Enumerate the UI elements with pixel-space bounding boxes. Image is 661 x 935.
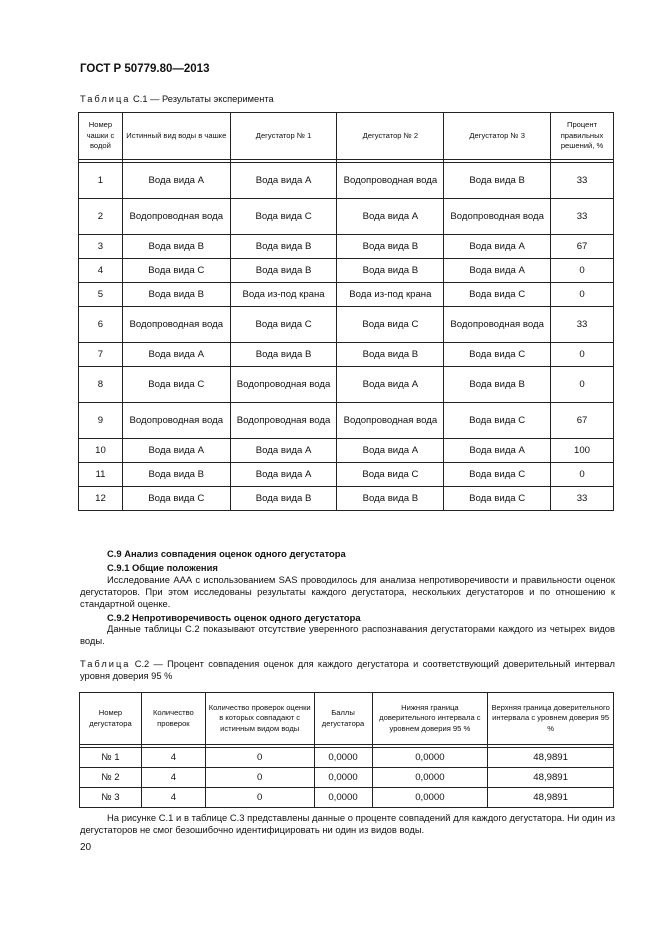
table-cell: 100 (551, 439, 614, 463)
column-header: Процент правильных решений, % (551, 113, 614, 160)
table-cell: 10 (79, 439, 123, 463)
table-cell: Вода из-под крана (337, 283, 444, 307)
table-cell: 67 (551, 403, 614, 439)
column-header: Номер дегустатора (80, 693, 142, 745)
table-cell: Вода вида С (444, 463, 551, 487)
table-cell: Вода вида С (230, 199, 337, 235)
table-cell: Вода вида А (337, 199, 444, 235)
table1-caption-text: С.1 — Результаты эксперимента (133, 94, 274, 104)
table-row (79, 403, 614, 439)
table-cell: 48,9891 (488, 788, 614, 808)
table-cell: 0,0000 (372, 768, 488, 788)
column-header: Номер чашки с водой (79, 113, 123, 160)
table-cell: Вода вида В (337, 343, 444, 367)
table-cell: Вода вида В (444, 163, 551, 199)
table-cell: 6 (79, 307, 123, 343)
table-cell: Водопроводная вода (122, 199, 230, 235)
table-row (80, 788, 614, 808)
table-row (79, 163, 614, 199)
table-cell: Вода вида В (230, 343, 337, 367)
table-cell: 33 (551, 487, 614, 511)
table-cell: № 3 (80, 788, 142, 808)
table-cell: Вода вида А (444, 259, 551, 283)
table-cell: Вода из-под крана (230, 283, 337, 307)
table2-caption-text: С.2 — Процент совпадения оценок для каждого дегустатора и соответствующий доверительный интервал уровня доверия 95 % (80, 659, 615, 681)
table-cell: Вода вида С (122, 259, 230, 283)
table-cell: Вода вида С (337, 307, 444, 343)
table-cell: Вода вида С (337, 463, 444, 487)
section-c9-title: С.9 Анализ совпадения оценок одного дегустатора (107, 548, 346, 559)
table-cell: Вода вида А (230, 463, 337, 487)
table-cell: 0 (205, 768, 314, 788)
table-cell: Водопроводная вода (122, 307, 230, 343)
table-cell: 0,0000 (314, 768, 372, 788)
results-table (78, 112, 614, 511)
table-cell: № 2 (80, 768, 142, 788)
table-cell: 4 (79, 259, 123, 283)
table2-caption (80, 658, 615, 682)
table-cell: 3 (79, 235, 123, 259)
column-header: Баллы дегустатора (314, 693, 372, 745)
table-cell: Вода вида С (444, 283, 551, 307)
table-row (79, 439, 614, 463)
table-cell: 4 (141, 788, 205, 808)
table-cell: 0 (205, 748, 314, 768)
table-cell: Водопроводная вода (444, 199, 551, 235)
table1-caption-label: Таблица (80, 94, 131, 104)
table-cell: Вода вида В (337, 235, 444, 259)
table-row (79, 199, 614, 235)
table-cell: Вода вида А (337, 439, 444, 463)
table-cell: Вода вида В (230, 259, 337, 283)
table-cell: 4 (141, 748, 205, 768)
table-cell: Вода вида А (337, 367, 444, 403)
table-cell: Водопроводная вода (444, 307, 551, 343)
table-cell: Водопроводная вода (230, 367, 337, 403)
table-cell: Водопроводная вода (122, 403, 230, 439)
table-cell: 0 (551, 259, 614, 283)
column-header: Истинный вид воды в чашке (122, 113, 230, 160)
results-table-body (79, 160, 614, 511)
table-cell: 33 (551, 163, 614, 199)
table2-caption-label: Таблица (80, 659, 131, 669)
table-cell: 0 (551, 283, 614, 307)
table-cell: № 1 (80, 748, 142, 768)
table-cell: Водопроводная вода (230, 403, 337, 439)
table-row (79, 307, 614, 343)
table-cell: Вода вида А (122, 163, 230, 199)
agreement-table-body (80, 745, 614, 808)
table-cell: 33 (551, 199, 614, 235)
table-header-row (79, 113, 614, 160)
column-header: Количество проверок (141, 693, 205, 745)
column-header: Количество проверок оценки в которых совпадают с истинным видом воды (205, 693, 314, 745)
column-header: Нижняя граница доверительного интервала с уровнем доверия 95 % (372, 693, 488, 745)
section-c91-title: С.9.1 Общие положения (107, 562, 218, 573)
table-cell: 0 (551, 463, 614, 487)
table-cell: Вода вида А (444, 439, 551, 463)
table-cell: Вода вида С (122, 367, 230, 403)
section-c91-text: Исследование ААА с использованием SAS проводилось для анализа непротиворечивости и правильности оценок дегустаторов. При этом исследованы результаты каждого дегустатора, нескольких дегустаторов и по отношению к стандартной оценке. (80, 574, 615, 609)
table-cell: 48,9891 (488, 748, 614, 768)
table-cell: 48,9891 (488, 768, 614, 788)
table-cell: Водопроводная вода (337, 403, 444, 439)
table-cell: 11 (79, 463, 123, 487)
table-cell: 2 (79, 199, 123, 235)
table-cell: 7 (79, 343, 123, 367)
table-cell: Вода вида В (337, 259, 444, 283)
table-cell: 4 (141, 768, 205, 788)
table-row (79, 235, 614, 259)
table-cell: 5 (79, 283, 123, 307)
table-row (79, 487, 614, 511)
table-cell: Вода вида В (337, 487, 444, 511)
table-row (80, 748, 614, 768)
document-header: ГОСТ Р 50779.80—2013 (80, 63, 210, 75)
table-cell: 0,0000 (314, 788, 372, 808)
table-cell: 12 (79, 487, 123, 511)
table-cell: 0 (551, 367, 614, 403)
table-cell: Вода вида В (230, 487, 337, 511)
table1-caption (80, 94, 274, 104)
table-cell: Вода вида С (230, 307, 337, 343)
table-cell: Вода вида А (122, 439, 230, 463)
table-cell: 33 (551, 307, 614, 343)
table-row (79, 343, 614, 367)
table-cell: Вода вида А (444, 235, 551, 259)
table-row (79, 367, 614, 403)
table-cell: Вода вида В (122, 283, 230, 307)
table-cell: Вода вида С (444, 343, 551, 367)
agreement-table (79, 692, 614, 808)
table-cell: Вода вида В (444, 367, 551, 403)
closing-paragraph: На рисунке С.1 и в таблице С.3 представлены данные о проценте совпадений для каждого дегустатора. Ни один из дегустаторов не смог безошибочно идентифицировать ни один из видов воды. (80, 812, 615, 835)
table-header-row (80, 693, 614, 745)
column-header: Дегустатор № 3 (444, 113, 551, 160)
table-cell: Вода вида В (122, 235, 230, 259)
table-cell: 0,0000 (372, 788, 488, 808)
column-header: Дегустатор № 1 (230, 113, 337, 160)
section-c92-text: Данные таблицы С.2 показывают отсутствие уверенного распознавания дегустаторами каждого из четырех видов воды. (80, 623, 615, 646)
table-cell: Вода вида В (122, 463, 230, 487)
table-cell: Вода вида В (230, 235, 337, 259)
table-cell: 0 (205, 788, 314, 808)
table-cell: 0,0000 (314, 748, 372, 768)
table-cell: 1 (79, 163, 123, 199)
table-cell: 0,0000 (372, 748, 488, 768)
table-cell: 9 (79, 403, 123, 439)
table-cell: 0 (551, 343, 614, 367)
column-header: Верхняя граница доверительного интервала с уровнем доверия 95 % (488, 693, 614, 745)
table-cell: Вода вида А (230, 439, 337, 463)
table-cell: Вода вида С (444, 403, 551, 439)
table-row (79, 463, 614, 487)
column-header: Дегустатор № 2 (337, 113, 444, 160)
table-cell: Вода вида А (122, 343, 230, 367)
table-row (79, 259, 614, 283)
table-cell: Водопроводная вода (337, 163, 444, 199)
table-cell: Вода вида С (444, 487, 551, 511)
table-row (80, 768, 614, 788)
table-cell: 8 (79, 367, 123, 403)
table-cell: 67 (551, 235, 614, 259)
page-number: 20 (80, 842, 92, 853)
section-c92-title: С.9.2 Непротиворечивость оценок одного дегустатора (107, 612, 361, 623)
table-cell: Вода вида А (230, 163, 337, 199)
table-row (79, 283, 614, 307)
table-cell: Вода вида С (122, 487, 230, 511)
